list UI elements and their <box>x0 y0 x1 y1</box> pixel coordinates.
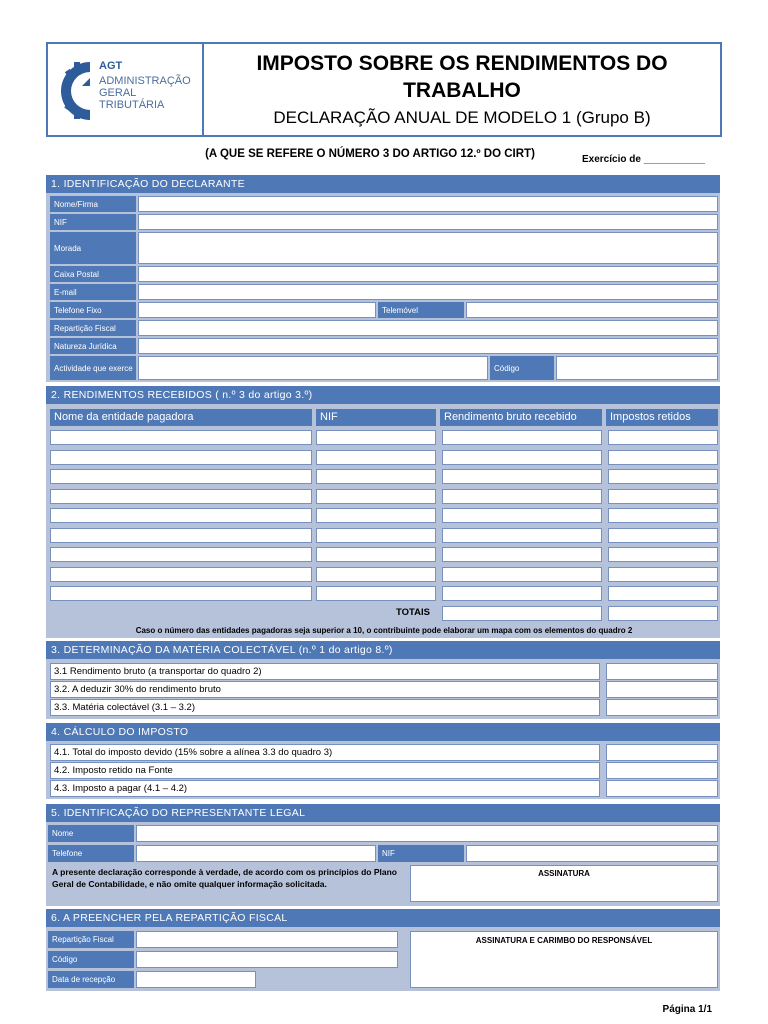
exercicio-field[interactable]: Exercício de ___________ <box>582 154 705 165</box>
label-rep-telefone: Telefone <box>48 845 134 862</box>
row-4-3 <box>50 780 600 797</box>
income-cell-impostos[interactable] <box>608 567 718 582</box>
income-cell-impostos[interactable] <box>608 489 718 504</box>
totals-label: TOTAIS <box>396 607 430 618</box>
row-4-2 <box>50 762 600 779</box>
section4-title: 4. CÁLCULO DO IMPOSTO <box>46 723 720 741</box>
logo-name-line: TRIBUTÁRIA <box>99 99 165 111</box>
row-3-2 <box>50 681 600 698</box>
legal-reference: (A QUE SE REFERE O NÚMERO 3 DO ARTIGO 12.º DO CIRT) <box>205 148 535 160</box>
telemovel-field[interactable] <box>466 302 718 318</box>
telefone-field[interactable] <box>138 302 376 318</box>
income-cell-rendimento[interactable] <box>442 508 602 523</box>
rep-telefone-field[interactable] <box>136 845 376 862</box>
label-email: E-mail <box>50 284 136 300</box>
rf-signature-box[interactable] <box>410 931 718 988</box>
logo-name-line: GERAL <box>99 87 137 99</box>
reparticao-field[interactable] <box>138 320 718 336</box>
row-text: Imposto retido na Fonte <box>72 765 173 776</box>
label-nome: Nome/Firma <box>50 196 136 212</box>
label-actividade: Actividade que exerce <box>50 356 136 380</box>
rf-signature-label: ASSINATURA E CARIMBO DO RESPONSÁVEL <box>475 936 653 945</box>
section2-note: Caso o número das entidades pagadoras seja superior a 10, o contribuinte pode elaborar um mapa com os elementos do quadro 2 <box>135 626 633 635</box>
income-cell-rendimento[interactable] <box>442 586 602 601</box>
income-cell-impostos[interactable] <box>608 469 718 484</box>
value-3-3-field[interactable] <box>606 699 718 716</box>
income-cell-nif[interactable] <box>316 528 436 543</box>
income-cell-rendimento[interactable] <box>442 547 602 562</box>
income-cell-rendimento[interactable] <box>442 469 602 484</box>
row-text: Imposto a pagar (4.1 – 4.2) <box>72 783 188 794</box>
income-cell-nif[interactable] <box>316 469 436 484</box>
actividade-field[interactable] <box>138 356 488 380</box>
agt-logo-icon <box>60 58 98 124</box>
declaration-text: A presente declaração corresponde à verdade, de acordo com os princípios do Plano Geral de Contabilidade, e não omite qualquer informação solicitada. <box>52 867 397 889</box>
income-cell-impostos[interactable] <box>608 547 718 562</box>
income-cell-impostos[interactable] <box>608 528 718 543</box>
income-cell-entidade[interactable] <box>50 567 312 582</box>
label-codigo: Código <box>490 356 554 380</box>
income-cell-entidade[interactable] <box>50 450 312 465</box>
income-cell-nif[interactable] <box>316 489 436 504</box>
caixa-postal-field[interactable] <box>138 266 718 282</box>
value-4-2-field[interactable] <box>606 762 718 779</box>
income-cell-rendimento[interactable] <box>442 528 602 543</box>
income-cell-rendimento[interactable] <box>442 489 602 504</box>
income-cell-entidade[interactable] <box>50 528 312 543</box>
income-cell-entidade[interactable] <box>50 586 312 601</box>
income-cell-rendimento[interactable] <box>442 430 602 445</box>
value-4-1-field[interactable] <box>606 744 718 761</box>
page-number: Página 1/1 <box>662 1004 712 1015</box>
income-cell-entidade[interactable] <box>50 469 312 484</box>
row-text: Total do imposto devido (15% sobre a alínea 3.3 do quadro 3) <box>72 747 333 758</box>
rep-nif-field[interactable] <box>466 845 718 862</box>
row-text: Rendimento bruto (a transportar do quadro 2) <box>69 666 262 677</box>
section2-title: 2. RENDIMENTOS RECEBIDOS ( n.º 3 do artigo 3.º) <box>46 386 720 404</box>
section3-title: 3. DETERMINAÇÃO DA MATÉRIA COLECTÁVEL (n.º 1 do artigo 8.º) <box>46 641 720 659</box>
label-caixa-postal: Caixa Postal <box>50 266 136 282</box>
rep-signature-box[interactable] <box>410 865 718 902</box>
label-rf-reparticao: Repartição Fiscal <box>48 931 134 948</box>
row-num: 3.3. <box>54 702 70 713</box>
col-nif: NIF <box>316 409 436 426</box>
row-3-3 <box>50 699 600 716</box>
label-natureza: Natureza Jurídica <box>50 338 136 354</box>
income-cell-rendimento[interactable] <box>442 567 602 582</box>
income-cell-nif[interactable] <box>316 567 436 582</box>
value-3-2-field[interactable] <box>606 681 718 698</box>
col-entidade: Nome da entidade pagadora <box>50 409 312 426</box>
nome-field[interactable] <box>138 196 718 212</box>
row-num: 3.2. <box>54 684 70 695</box>
page-subtitle: DECLARAÇÃO ANUAL DE MODELO 1 (Grupo B) <box>273 108 651 127</box>
col-rendimento: Rendimento bruto recebido <box>440 409 602 426</box>
header-divider <box>202 42 204 137</box>
section6-title: 6. A PREENCHER PELA REPARTIÇÃO FISCAL <box>46 909 720 927</box>
label-rep-nome: Nome <box>48 825 134 842</box>
income-cell-nif[interactable] <box>316 430 436 445</box>
logo-name-line: ADMINISTRAÇÃO <box>99 75 191 87</box>
row-num: 4.3. <box>54 783 70 794</box>
income-cell-entidade[interactable] <box>50 508 312 523</box>
income-cell-impostos[interactable] <box>608 430 718 445</box>
rf-codigo-field[interactable] <box>136 951 398 968</box>
nif-field[interactable] <box>138 214 718 230</box>
income-cell-nif[interactable] <box>316 508 436 523</box>
row-text: A deduzir 30% do rendimento bruto <box>71 684 221 695</box>
section1-title: 1. IDENTIFICAÇÃO DO DECLARANTE <box>46 175 720 193</box>
rep-nome-field[interactable] <box>136 825 718 842</box>
income-cell-entidade[interactable] <box>50 489 312 504</box>
row-num: 3.1 <box>54 666 68 677</box>
rf-reparticao-field[interactable] <box>136 931 398 948</box>
income-cell-nif[interactable] <box>316 586 436 601</box>
col-impostos: Impostos retidos <box>606 409 718 426</box>
income-cell-impostos[interactable] <box>608 586 718 601</box>
codigo-field[interactable] <box>556 356 718 380</box>
label-telemovel: Telemóvel <box>378 302 464 318</box>
row-4-1 <box>50 744 600 761</box>
label-morada: Morada <box>50 232 136 264</box>
label-rf-data: Data de recepção <box>48 971 134 988</box>
label-reparticao: Repartição Fiscal <box>50 320 136 336</box>
total-rendimento-field[interactable] <box>442 606 602 621</box>
email-field[interactable] <box>138 284 718 300</box>
row-3-1 <box>50 663 600 680</box>
label-rep-nif: NIF <box>378 845 464 862</box>
row-num: 4.1. <box>54 747 70 758</box>
income-cell-entidade[interactable] <box>50 547 312 562</box>
value-3-1-field[interactable] <box>606 663 718 680</box>
section5-title: 5. IDENTIFICAÇÃO DO REPRESENTANTE LEGAL <box>46 804 720 822</box>
income-cell-impostos[interactable] <box>608 450 718 465</box>
label-rf-codigo: Código <box>48 951 134 968</box>
rf-data-field[interactable] <box>136 971 256 988</box>
logo-name <box>99 75 199 111</box>
label-telefone: Telefone Fixo <box>50 302 136 318</box>
total-impostos-field[interactable] <box>608 606 718 621</box>
income-cell-nif[interactable] <box>316 450 436 465</box>
row-num: 4.2. <box>54 765 70 776</box>
income-cell-rendimento[interactable] <box>442 450 602 465</box>
signature-label: ASSINATURA <box>538 869 590 878</box>
page-title: IMPOSTO SOBRE OS RENDIMENTOS DO TRABALHO <box>256 52 668 102</box>
value-4-3-field[interactable] <box>606 780 718 797</box>
income-cell-entidade[interactable] <box>50 430 312 445</box>
income-cell-impostos[interactable] <box>608 508 718 523</box>
row-text: Matéria colectável (3.1 – 3.2) <box>72 702 196 713</box>
morada-field[interactable] <box>138 232 718 264</box>
label-nif: NIF <box>50 214 136 230</box>
income-cell-nif[interactable] <box>316 547 436 562</box>
logo-brand: AGT <box>99 60 123 72</box>
natureza-field[interactable] <box>138 338 718 354</box>
